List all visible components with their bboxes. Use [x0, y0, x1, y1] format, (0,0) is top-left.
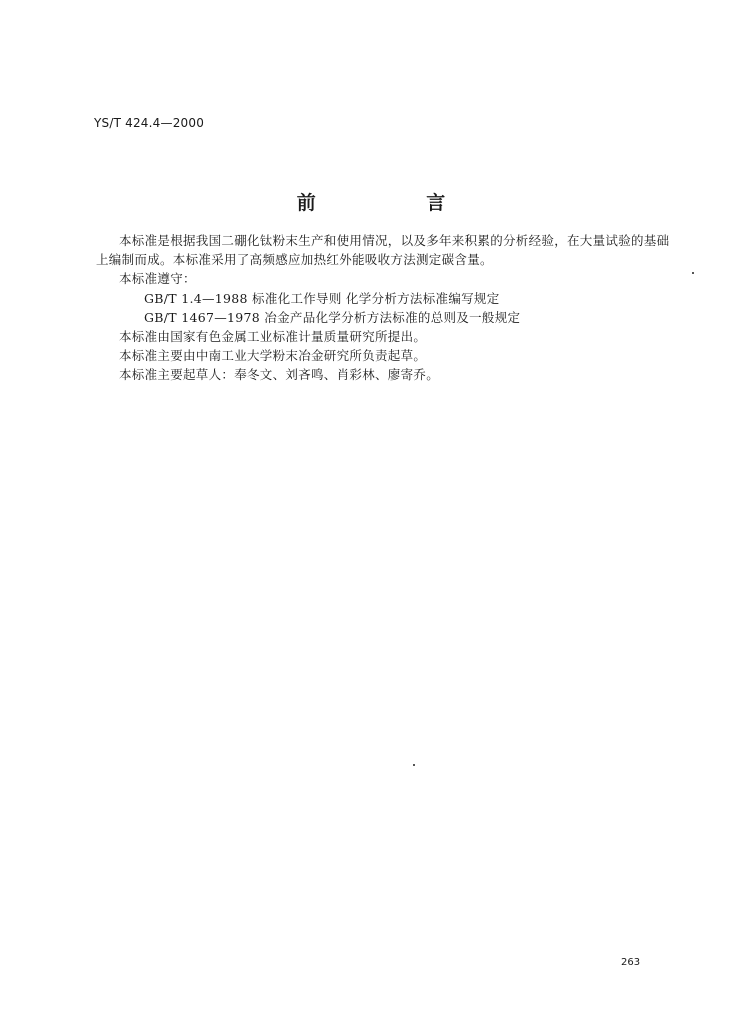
paragraph-1-line-2: 上编制而成。本标准采用了高频感应加热红外能吸收方法测定碳含量。	[96, 252, 493, 267]
standard-code: YS/T 424.4—2000	[94, 116, 205, 130]
reference-item: GB/T 1.4—1988 标准化工作导则 化学分析方法标准编写规定	[144, 291, 500, 306]
scan-speck	[413, 764, 415, 766]
drafter-org-statement: 本标准主要由中南工业大学粉末冶金研究所负责起草。	[119, 348, 427, 363]
compliance-intro: 本标准遵守：	[119, 271, 196, 286]
drafters-statement: 本标准主要起草人：奉冬文、刘吝鸣、肖彩林、廖寄乔。	[119, 367, 440, 382]
scan-speck	[692, 272, 694, 274]
proposer-statement: 本标准由国家有色金属工业标准计量质量研究所提出。	[119, 329, 427, 344]
page-title: 前 言	[296, 192, 498, 214]
paragraph-1-line-1: 本标准是根据我国二硼化钛粉末生产和使用情况，以及多年来积累的分析经验，在大量试验的基础	[119, 233, 670, 248]
page-number: 263	[621, 957, 641, 968]
reference-item: GB/T 1467—1978 冶金产品化学分析方法标准的总则及一般规定	[144, 310, 521, 325]
